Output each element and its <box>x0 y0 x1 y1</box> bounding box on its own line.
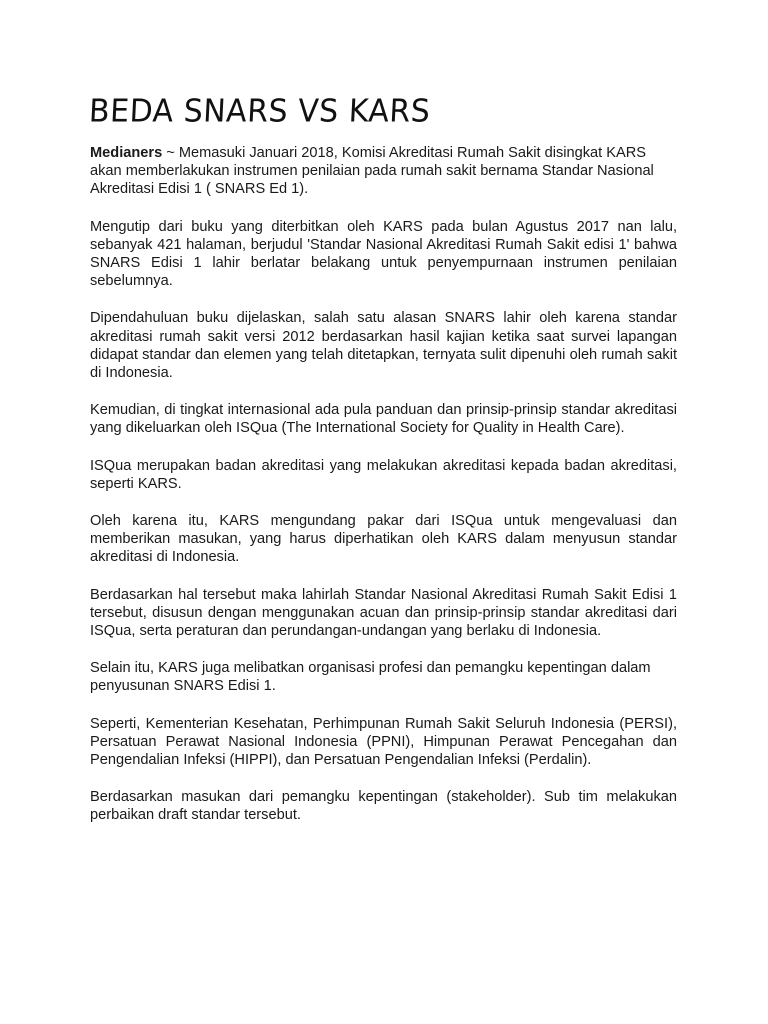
paragraph-isqua-guidelines: Kemudian, di tingkat internasional ada pula panduan dan prinsip-prinsip standar akreditasi yang dikeluarkan oleh ISQua (The International Society for Quality in Health Care). <box>90 402 677 437</box>
paragraph-revision: Berdasarkan masukan dari pemangku kepentingan (stakeholder). Sub tim melakukan perbaikan draft standar tersebut. <box>90 789 677 824</box>
paragraph-source-book: Mengutip dari buku yang diterbitkan oleh KARS pada bulan Agustus 2017 nan lalu, sebanyak 421 halaman, berjudul 'Standar Nasional Akreditasi Rumah Sakit edisi 1' bahwa SNARS Edisi 1 lahir berlatar belakang untuk penyempurnaan instrumen penilaian sebelumnya. <box>90 218 677 290</box>
paragraph-stakeholders: Selain itu, KARS juga melibatkan organisasi profesi dan pemangku kepentingan dalam penyusunan SNARS Edisi 1. <box>90 660 651 695</box>
document-page <box>90 92 677 844</box>
intro-paragraph <box>90 144 677 199</box>
paragraph-snars-origin: Berdasarkan hal tersebut maka lahirlah Standar Nasional Akreditasi Rumah Sakit Edisi 1 tersebut, disusun dengan menggunakan acuan dan prinsip-prinsip standar akreditasi dari ISQua, serta peraturan dan perundangan-undangan yang berlaku di Indonesia. <box>90 586 677 640</box>
paragraph-organizations: Seperti, Kementerian Kesehatan, Perhimpunan Rumah Sakit Seluruh Indonesia (PERSI), Persatuan Perawat Nasional Indonesia (PPNI), Himpunan Perawat Pencegahan dan Pengendalian Infeksi (HIPPI), dan Persatuan Pengendalian Infeksi (Perdalin). <box>90 715 677 769</box>
paragraph-expert-invitation: Oleh karena itu, KARS mengundang pakar dari ISQua untuk mengevaluasi dan memberikan masukan, yang harus diperhatikan oleh KARS dalam menyusun standar akreditasi di Indonesia. <box>90 513 677 566</box>
paragraph-background: Dipendahuluan buku dijelaskan, salah satu alasan SNARS lahir oleh karena standar akreditasi rumah sakit versi 2012 berdasarkan hasil kajian ketika saat survei lapangan didapat standar dan elemen yang telah ditetapkan, ternyata sulit dipenuhi oleh rumah sakit di Indonesia. <box>90 310 677 382</box>
intro-lead-name: Medianers <box>90 145 163 161</box>
intro-text: ~ Memasuki Januari 2018, Komisi Akreditasi Rumah Sakit disingkat KARS akan memberlakukan instrumen penilaian pada rumah sakit bernama Standar Nasional Akreditasi Edisi 1 ( SNARS Ed 1). <box>90 145 654 198</box>
document-title: BEDA SNARS VS KARS <box>88 93 432 130</box>
paragraph-isqua-definition: ISQua merupakan badan akreditasi yang melakukan akreditasi kepada badan akreditasi, seperti KARS. <box>90 457 677 492</box>
